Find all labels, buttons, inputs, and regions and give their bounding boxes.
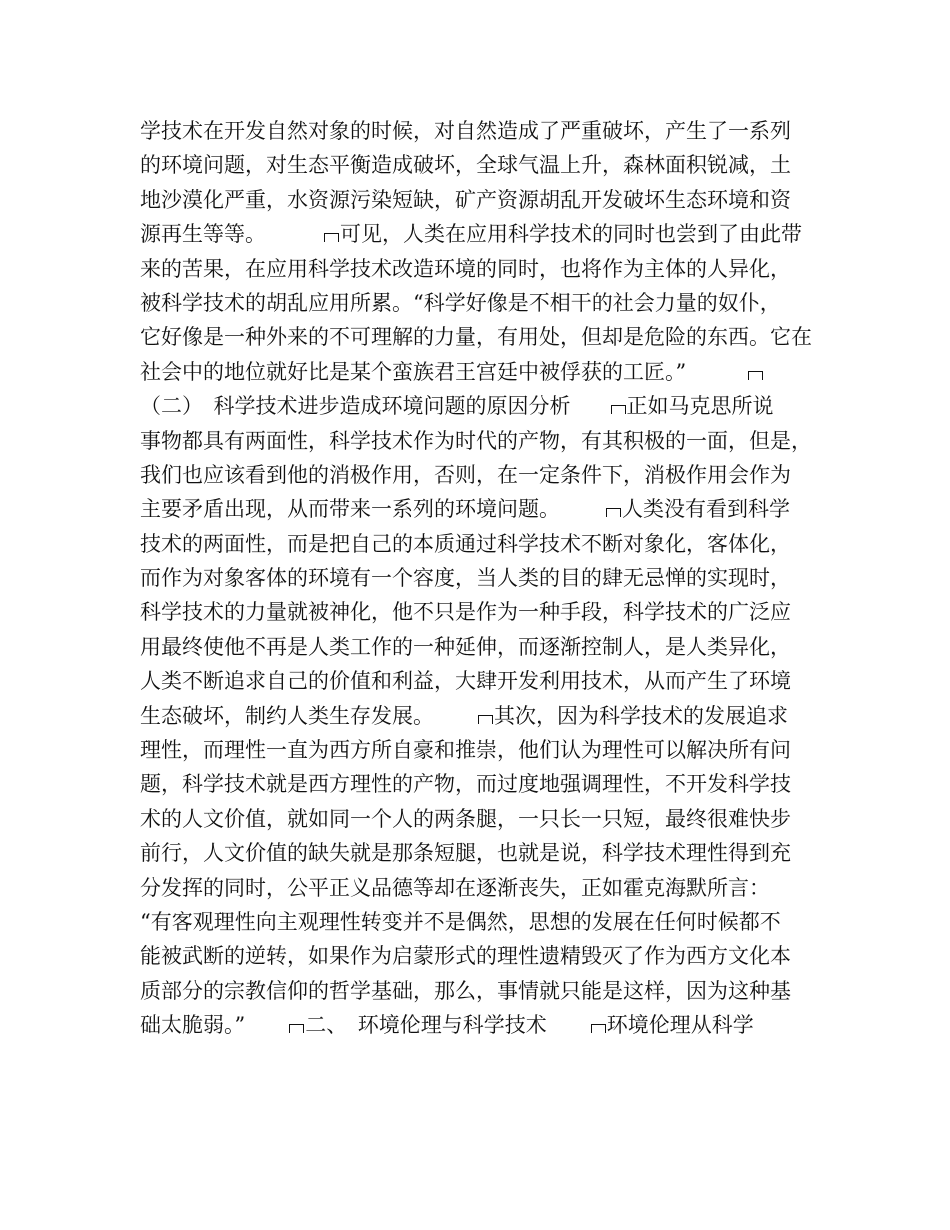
- text-segment: 二、 环境伦理与科学技术: [305, 1013, 547, 1038]
- text-line: [140, 767, 820, 801]
- text-segment: 源再生等等。: [140, 222, 266, 247]
- text-line: [140, 1008, 820, 1042]
- text-segment: 事物都具有两面性，科学技术作为时代的产物，有其积极的一面，但是，: [140, 428, 812, 453]
- text-segment: 它好像是一种外来的不可理解的力量，有用处，但却是危险的东西。它在: [140, 325, 812, 350]
- text-segment: 科学技术的力量就被神化，他不只是作为一种手段，科学技术的广泛应: [140, 600, 791, 625]
- text-segment: 分发挥的同时，公平正义品德等却在逐渐丧失，正如霍克海默所言：: [140, 875, 770, 900]
- text-line: [140, 733, 820, 767]
- body-text: [140, 114, 820, 1043]
- text-segment: 正如马克思所说: [626, 394, 774, 419]
- text-line: [140, 355, 820, 389]
- text-segment: 的环境问题，对生态平衡造成破坏，全球气温上升，森林面积锐减，土: [140, 153, 791, 178]
- text-line: [140, 286, 820, 320]
- text-segment: 主要矛盾出现，从而带来一系列的环境问题。: [140, 497, 560, 522]
- text-segment: 术的人文价值，就如同一个人的两条腿，一只长一只短，最终很难快步: [140, 806, 791, 831]
- text-segment: 前行，人文价值的缺失就是那条短腿，也就是说，科学技术理性得到充: [140, 841, 791, 866]
- paragraph-mark-icon: [606, 508, 621, 517]
- text-line: [140, 114, 820, 148]
- paragraph-mark-icon: [324, 233, 339, 242]
- text-line: [140, 148, 820, 182]
- text-line: [140, 836, 820, 870]
- text-line: [140, 424, 820, 458]
- text-line: [140, 905, 820, 939]
- paragraph-mark-icon: [611, 405, 626, 414]
- text-segment: 题，科学技术就是西方理性的产物，而过度地强调理性，不开发科学技: [140, 772, 791, 797]
- text-segment: 学技术在开发自然对象的时候，对自然造成了严重破坏，产生了一系列: [140, 119, 791, 143]
- text-segment: 地沙漠化严重，水资源污染短缺，矿产资源胡乱开发破坏生态环境和资: [140, 187, 791, 212]
- text-line: [140, 871, 820, 905]
- text-segment: 社会中的地位就好比是某个蛮族君王宫廷中被俘获的工匠。”: [140, 359, 687, 384]
- text-line: [140, 217, 820, 251]
- text-line: [140, 561, 820, 595]
- paragraph-mark-icon: [478, 715, 493, 724]
- text-line: [140, 802, 820, 836]
- text-line: [140, 630, 820, 664]
- text-segment: 理性，而理性一直为西方所自豪和推崇，他们认为理性可以解决所有问: [140, 738, 791, 763]
- text-line: [140, 320, 820, 354]
- text-line: [140, 492, 820, 526]
- text-segment: 质部分的宗教信仰的哲学基础，那么，事情就只能是这样，因为这种基: [140, 978, 791, 1003]
- paragraph-mark-icon: [591, 1024, 606, 1033]
- text-segment: 环境伦理从科学: [606, 1013, 754, 1038]
- text-line: [140, 252, 820, 286]
- text-line: [140, 458, 820, 492]
- text-segment: 其次，因为科学技术的发展追求: [494, 703, 788, 728]
- text-segment: 我们也应该看到他的消极作用，否则，在一定条件下，消极作用会作为: [140, 462, 791, 487]
- text-line: [140, 389, 820, 423]
- text-segment: （二） 科学技术进步造成环境问题的原因分析: [140, 394, 571, 419]
- text-line: [140, 183, 820, 217]
- paragraph-mark-icon: [289, 1024, 304, 1033]
- text-segment: 础太脆弱。”: [140, 1013, 246, 1038]
- text-line: [140, 974, 820, 1008]
- text-segment: 能被武断的逆转，如果作为启蒙形式的理性遗精毁灭了作为西方文化本: [140, 944, 791, 969]
- text-segment: 人类不断追求自己的价值和利益，大肆开发利用技术，从而产生了环境: [140, 669, 791, 694]
- text-line: [140, 699, 820, 733]
- text-segment: 生态破坏，制约人类生存发展。: [140, 703, 434, 728]
- text-segment: 用最终使他不再是人类工作的一种延伸，而逐渐控制人，是人类异化，: [140, 634, 791, 659]
- text-line: [140, 939, 820, 973]
- text-segment: “有客观理性向主观理性转变并不是偶然，思想的发展在任何时候都不: [140, 909, 781, 934]
- text-line: [140, 527, 820, 561]
- text-line: [140, 595, 820, 629]
- text-segment: 被科学技术的胡乱应用所累。“科学好像是不相干的社会力量的奴仆，: [140, 290, 781, 315]
- text-line: [140, 664, 820, 698]
- paragraph-mark-icon: [748, 371, 763, 380]
- text-segment: 来的苦果，在应用科学技术改造环境的同时，也将作为主体的人异化，: [140, 256, 791, 281]
- text-segment: 技术的两面性，而是把自己的本质通过科学技术不断对象化，客体化，: [140, 531, 791, 556]
- text-segment: 可见，人类在应用科学技术的同时也尝到了由此带: [340, 222, 802, 247]
- text-segment: 而作为对象客体的环境有一个容度，当人类的目的肆无忌惮的实现时，: [140, 566, 791, 591]
- text-segment: 人类没有看到科学: [622, 497, 790, 522]
